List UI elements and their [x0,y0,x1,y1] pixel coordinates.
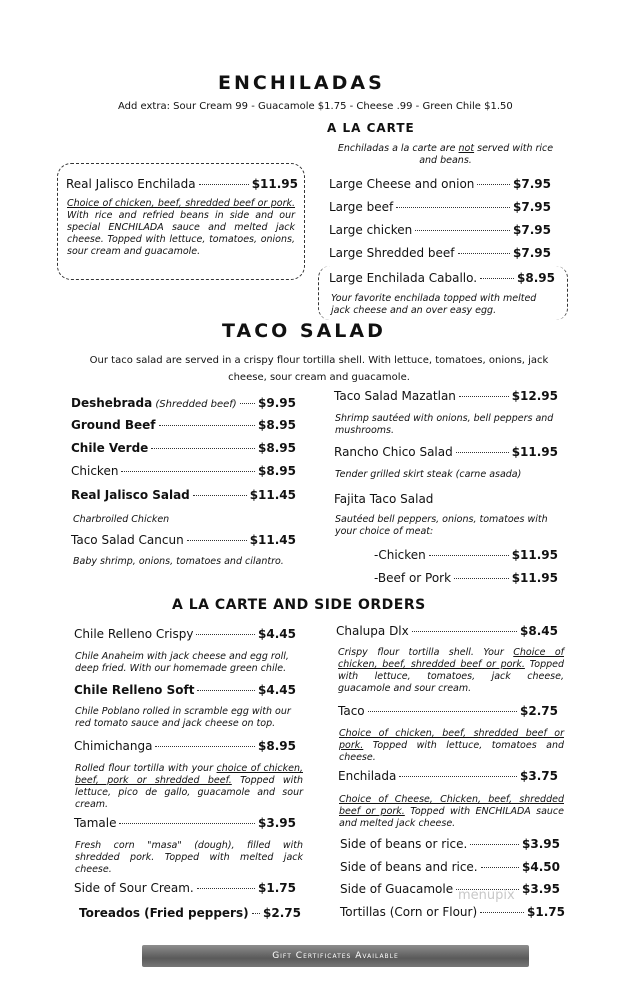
menu-item-large-beef: Large beef $7.95 [329,200,551,214]
taco-desc: Choice of chicken, beef, shredded beef or pork. Topped with lettuce, tomatoes and cheese. [339,728,564,763]
a-la-carte-note: Enchiladas a la carte are not served with rice and beans. [337,143,554,166]
chimichanga-desc: Rolled flour tortilla with your choice of chicken, beef, pork or shredded beef. Topped with lettuce, pico de gallo, guacamole and sour cream. [75,763,303,810]
taco-salad-title: TACO SALAD [222,320,386,342]
menu-item-real-jalisco-salad: Real Jalisco Salad $11.45 [71,488,296,502]
relleno-soft-desc: Chile Poblano rolled in scramble egg with our red tomato sauce and jack cheese on top. [75,706,291,729]
menu-item-large-chicken: Large chicken $7.95 [329,223,551,237]
caballo-desc: Your favorite enchilada topped with melted jack cheese and an over easy egg. [331,293,537,316]
menu-item-chile-verde: Chile Verde $8.95 [71,441,296,455]
gift-certificates-banner: Gift Certificates Available [142,945,529,967]
real-jalisco-salad-desc: Charbroiled Chicken [73,514,170,525]
menu-item-rancho-chico-salad: Rancho Chico Salad $11.95 [334,445,558,459]
menu-item-side-sour-cream: Side of Sour Cream. $1.75 [74,881,296,895]
rancho-desc: Tender grilled skirt steak (carne asada) [335,469,522,480]
menu-item-taco-salad-cancun: Taco Salad Cancun $11.45 [71,533,296,547]
a-la-carte-title: A LA CARTE [327,121,415,135]
menu-item-chalupa-dlx: Chalupa Dlx $8.45 [336,624,558,638]
enchiladas-extras: Add extra: Sour Cream 99 - Guacamole $1.75 - Cheese .99 - Green Chile $1.50 [118,101,513,112]
menu-item-chile-relleno-soft: Chile Relleno Soft $4.45 [74,683,296,697]
menu-item-side-beans-and-rice: Side of beans and rice. $4.50 [340,860,560,874]
watermark: menupix [458,888,515,903]
menu-item-large-cheese: Large Cheese and onion $7.95 [329,177,551,191]
menu-item-taco-salad-mazatlan: Taco Salad Mazatlan $12.95 [334,389,558,403]
menu-item-fajita-beef-pork: -Beef or Pork $11.95 [374,571,558,585]
menu-item-real-jalisco-enchilada: Real Jalisco Enchilada $11.95 [66,177,298,191]
menu-item-taco: Taco $2.75 [338,704,558,718]
menu-item-enchilada: Enchilada $3.75 [338,769,558,783]
chalupa-desc: Crispy flour tortilla shell. Your Choice of chicken, beef, shredded beef or pork. Topped with lettuce, tomatoes, jack cheese, guacamole and sour cream. [338,647,565,694]
menu-item-deshebrada: Deshebrada (Shredded beef) $9.95 [71,396,296,410]
menu-item-enchilada-caballo: Large Enchilada Caballo. $8.95 [329,271,555,285]
menu-item-tamale: Tamale $3.95 [74,816,296,830]
taco-salad-intro: Our taco salad are served in a crispy flour tortilla shell. With lettuce, tomatoes, onions, jack cheese, sour cream and guacamole. [89,355,549,383]
taco-salad-cancun-desc: Baby shrimp, onions, tomatoes and cilantro. [73,556,284,567]
menu-item-chicken: Chicken $8.95 [71,464,296,478]
menu-item-side-guacamole: Side of Guacamole $3.95 [340,882,560,896]
enchilada-desc: Choice of Cheese, Chicken, beef, shredded beef or pork. Topped with ENCHILADA sauce and melted jack cheese. [339,794,565,829]
menu-item-tortillas: Tortillas (Corn or Flour) $1.75 [340,905,565,919]
relleno-crispy-desc: Chile Anaheim with jack cheese and egg roll, deep fried. With our homemade green chile. [75,651,289,674]
mazatlan-desc: Shrimp sautéed with onions, bell peppers and mushrooms. [335,413,554,436]
enchiladas-title: ENCHILADAS [218,72,385,94]
fajita-desc: Sautéed bell peppers, onions, tomatoes with your choice of meat: [335,514,548,537]
menu-item-side-beans-or-rice: Side of beans or rice. $3.95 [340,837,560,851]
menu-item-chile-relleno-crispy: Chile Relleno Crispy $4.45 [74,627,296,641]
menu-item-toreados: Toreados (Fried peppers) $2.75 [79,906,301,920]
side-orders-title: A LA CARTE AND SIDE ORDERS [172,597,426,613]
menu-item-large-shredded-beef: Large Shredded beef $7.95 [329,246,551,260]
real-jalisco-desc: Choice of chicken, beef, shredded beef or pork. With rice and refried beans in side and our special ENCHILADA sauce and melted jack cheese. Topped with lettuce, tomatoes, onions, sour cream and guacamole. [67,198,295,257]
menu-item-fajita-chicken: -Chicken $11.95 [374,548,558,562]
menu-item-fajita-taco-salad: Fajita Taco Salad [334,492,434,506]
menu-item-ground-beef: Ground Beef $8.95 [71,418,296,432]
tamale-desc: Fresh corn "masa" (dough), filled with shredded pork. Topped with melted jack cheese. [75,840,303,875]
menu-item-chimichanga: Chimichanga $8.95 [74,739,296,753]
